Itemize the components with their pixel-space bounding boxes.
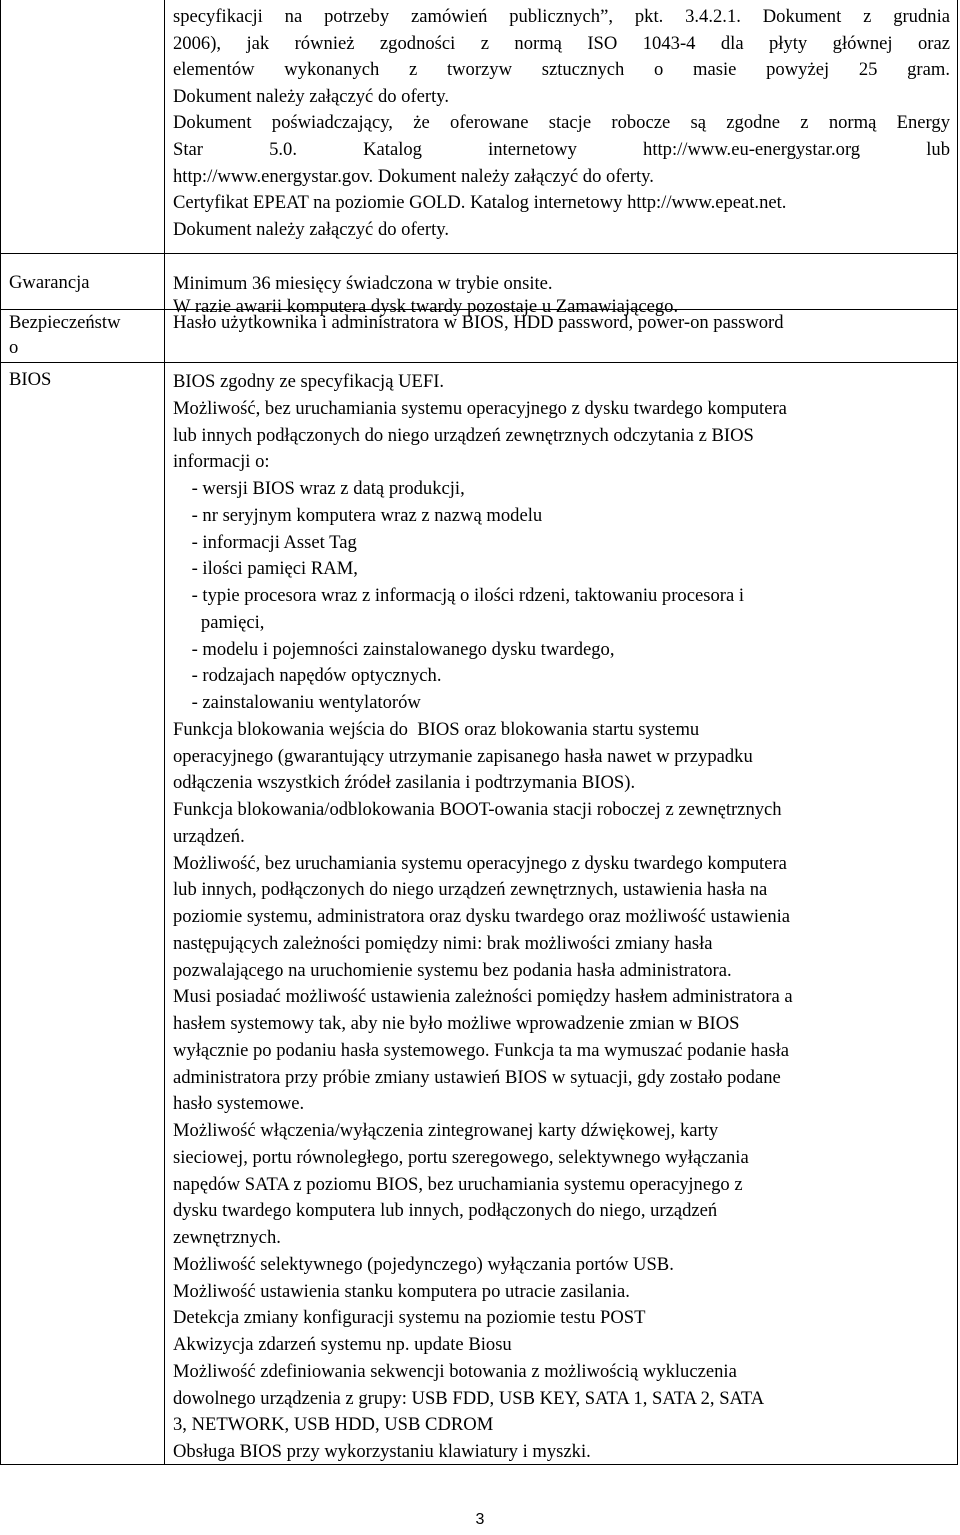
bios-line: Możliwość, bez uruchamiania systemu operacyjnego z dysku twardego komputera (173, 852, 787, 874)
bios-line: BIOS zgodny ze specyfikacją UEFI. (173, 371, 445, 392)
bios-line: Funkcja blokowania/odblokowania BOOT-owania stacji roboczej z zewnętrznych (173, 799, 782, 820)
bios-line: urządzeń. (173, 825, 245, 847)
bios-line: Możliwość, bez uruchamiania systemu operacyjnego z dysku twardego komputera (173, 397, 787, 419)
table-row-security (0, 310, 958, 363)
row-label-cell (1, 363, 165, 1464)
row-label-bios: BIOS (9, 369, 52, 390)
row-label-warranty: Gwarancja (9, 272, 90, 293)
bios-line: - zainstalowaniu wentylatorów (173, 692, 421, 713)
bios-line: - rodzajach napędów optycznych. (173, 665, 442, 687)
row-label-security-continued: o (9, 336, 19, 358)
bios-line: hasło systemowe. (173, 1093, 305, 1115)
bios-line: administratora przy próbie zmiany ustawień BIOS w sytuacji, gdy zostało podane (173, 1066, 781, 1088)
bios-line: lub innych, podłączonych do niego urządzeń zewnętrznych, ustawienia hasła na (173, 879, 768, 901)
bios-line: zewnętrznych. (173, 1227, 281, 1248)
bios-line: Możliwość ustawienia stanku komputera po utracie zasilania. (173, 1280, 630, 1302)
bios-line: następujących zależności pomiędzy nimi: brak możliwości zmiany hasła (173, 932, 713, 954)
page-number: 3 (475, 1511, 485, 1528)
bios-line: operacyjnego (gwarantujący utrzymanie zapisanego hasła nawet w przypadku (173, 745, 753, 767)
certificate-line: Certyfikat EPEAT na poziomie GOLD. Katalog internetowy http://www.epeat.net. (173, 192, 787, 214)
row-label-cell (1, 254, 165, 309)
bios-line: napędów SATA z poziomu BIOS, bez uruchamiania systemu operacyjnego z (173, 1173, 743, 1195)
row-label-security: Bezpieczeństw (9, 312, 121, 333)
row-label-cell (1, 310, 165, 362)
table-row-certificates (0, 0, 958, 254)
bios-line: odłączenia wszystkich źródeł zasilania i podtrzymania BIOS). (173, 772, 636, 794)
bios-line: Detekcja zmiany konfiguracji systemu na poziomie testu POST (173, 1307, 646, 1329)
bios-line: pozwalającego na uruchomienie systemu bez podania hasła administratora. (173, 959, 732, 981)
bios-line: informacji o: (173, 451, 270, 473)
bios-line: - nr seryjnym komputera wraz z nazwą modelu (173, 504, 543, 526)
table-row-warranty (0, 254, 958, 317)
warranty-line: W razie awarii komputera dysk twardy pozostaje u Zamawiającego. (173, 295, 679, 317)
security-text: Hasło użytkownika i administratora w BIOS, HDD password, power-on password (173, 312, 784, 333)
certificate-line: Star 5.0. Katalog internetowy http://www.eu-energystar.org lub (173, 138, 950, 160)
security-cell (165, 310, 957, 362)
bios-line: poziomie systemu, administratora oraz dysku twardego oraz możliwość ustawienia (173, 906, 791, 927)
warranty-line: Minimum 36 miesięcy świadczona w trybie onsite. (173, 273, 553, 294)
certificate-line: 2006), jak również zgodności z normą ISO 1043-4 dla płyty głównej oraz (173, 32, 950, 54)
bios-line: Obsługa BIOS przy wykorzystaniu klawiatury i myszki. (173, 1441, 591, 1462)
certificate-line: http://www.energystar.gov. Dokument należy załączyć do oferty. (173, 165, 654, 187)
bios-line: Możliwość włączenia/wyłączenia zintegrowanej karty dźwiękowej, karty (173, 1120, 719, 1141)
bios-line: dysku twardego komputera lub innych, podłączonych do niego, urządzeń (173, 1200, 718, 1222)
bios-line: - informacji Asset Tag (173, 531, 357, 553)
bios-line: hasłem systemowy tak, aby nie było możliwe wprowadzenie zmian w BIOS (173, 1013, 740, 1034)
bios-line: 3, NETWORK, USB HDD, USB CDROM (173, 1414, 494, 1436)
warranty-cell (165, 254, 957, 317)
certificate-line: specyfikacji na potrzeby zamówień publicznych”, pkt. 3.4.2.1. Dokument z grudnia (173, 6, 950, 27)
bios-line: Możliwość selektywnego (pojedynczego) wyłączania portów USB. (173, 1253, 674, 1275)
bios-line: lub innych podłączonych do niego urządzeń zewnętrznych odczytania z BIOS (173, 424, 754, 446)
bios-line: - wersji BIOS wraz z datą produkcji, (173, 478, 465, 499)
bios-line: - typie procesora wraz z informacją o ilości rdzeni, taktowaniu procesora i (173, 585, 745, 606)
bios-line: dowolnego urządzenia z grupy: USB FDD, USB KEY, SATA 1, SATA 2, SATA (173, 1387, 765, 1409)
certificate-line: elementów wykonanych z tworzyw sztucznych o masie powyżej 25 gram. (173, 59, 950, 81)
bios-line: Musi posiadać możliwość ustawienia zależności pomiędzy hasłem administratora a (173, 986, 793, 1008)
table-row-bios (0, 363, 958, 1465)
certificate-line: Dokument poświadczający, że oferowane stacje robocze są zgodne z normą Energy (173, 112, 950, 134)
bios-line: pamięci, (173, 611, 265, 633)
bios-line: sieciowej, portu równoległego, portu szeregowego, selektywnego wyłączania (173, 1146, 749, 1168)
bios-line: Funkcja blokowania wejścia do BIOS oraz blokowania startu systemu (173, 718, 700, 740)
certificates-cell (165, 0, 957, 253)
bios-line: - modelu i pojemności zainstalowanego dysku twardego, (173, 638, 615, 660)
bios-line: Akwizycja zdarzeń systemu np. update Biosu (173, 1334, 512, 1355)
bios-cell (165, 363, 957, 1464)
certificate-line: Dokument należy załączyć do oferty. (173, 218, 450, 240)
bios-line: Możliwość zdefiniowania sekwencji botowania z możliwością wykluczenia (173, 1360, 737, 1382)
row-label-empty (1, 0, 165, 253)
bios-line: - ilości pamięci RAM, (173, 558, 358, 580)
certificate-line: Dokument należy załączyć do oferty. (173, 85, 450, 107)
bios-line: wyłącznie po podaniu hasła systemowego. Funkcja ta ma wymuszać podanie hasła (173, 1039, 789, 1061)
